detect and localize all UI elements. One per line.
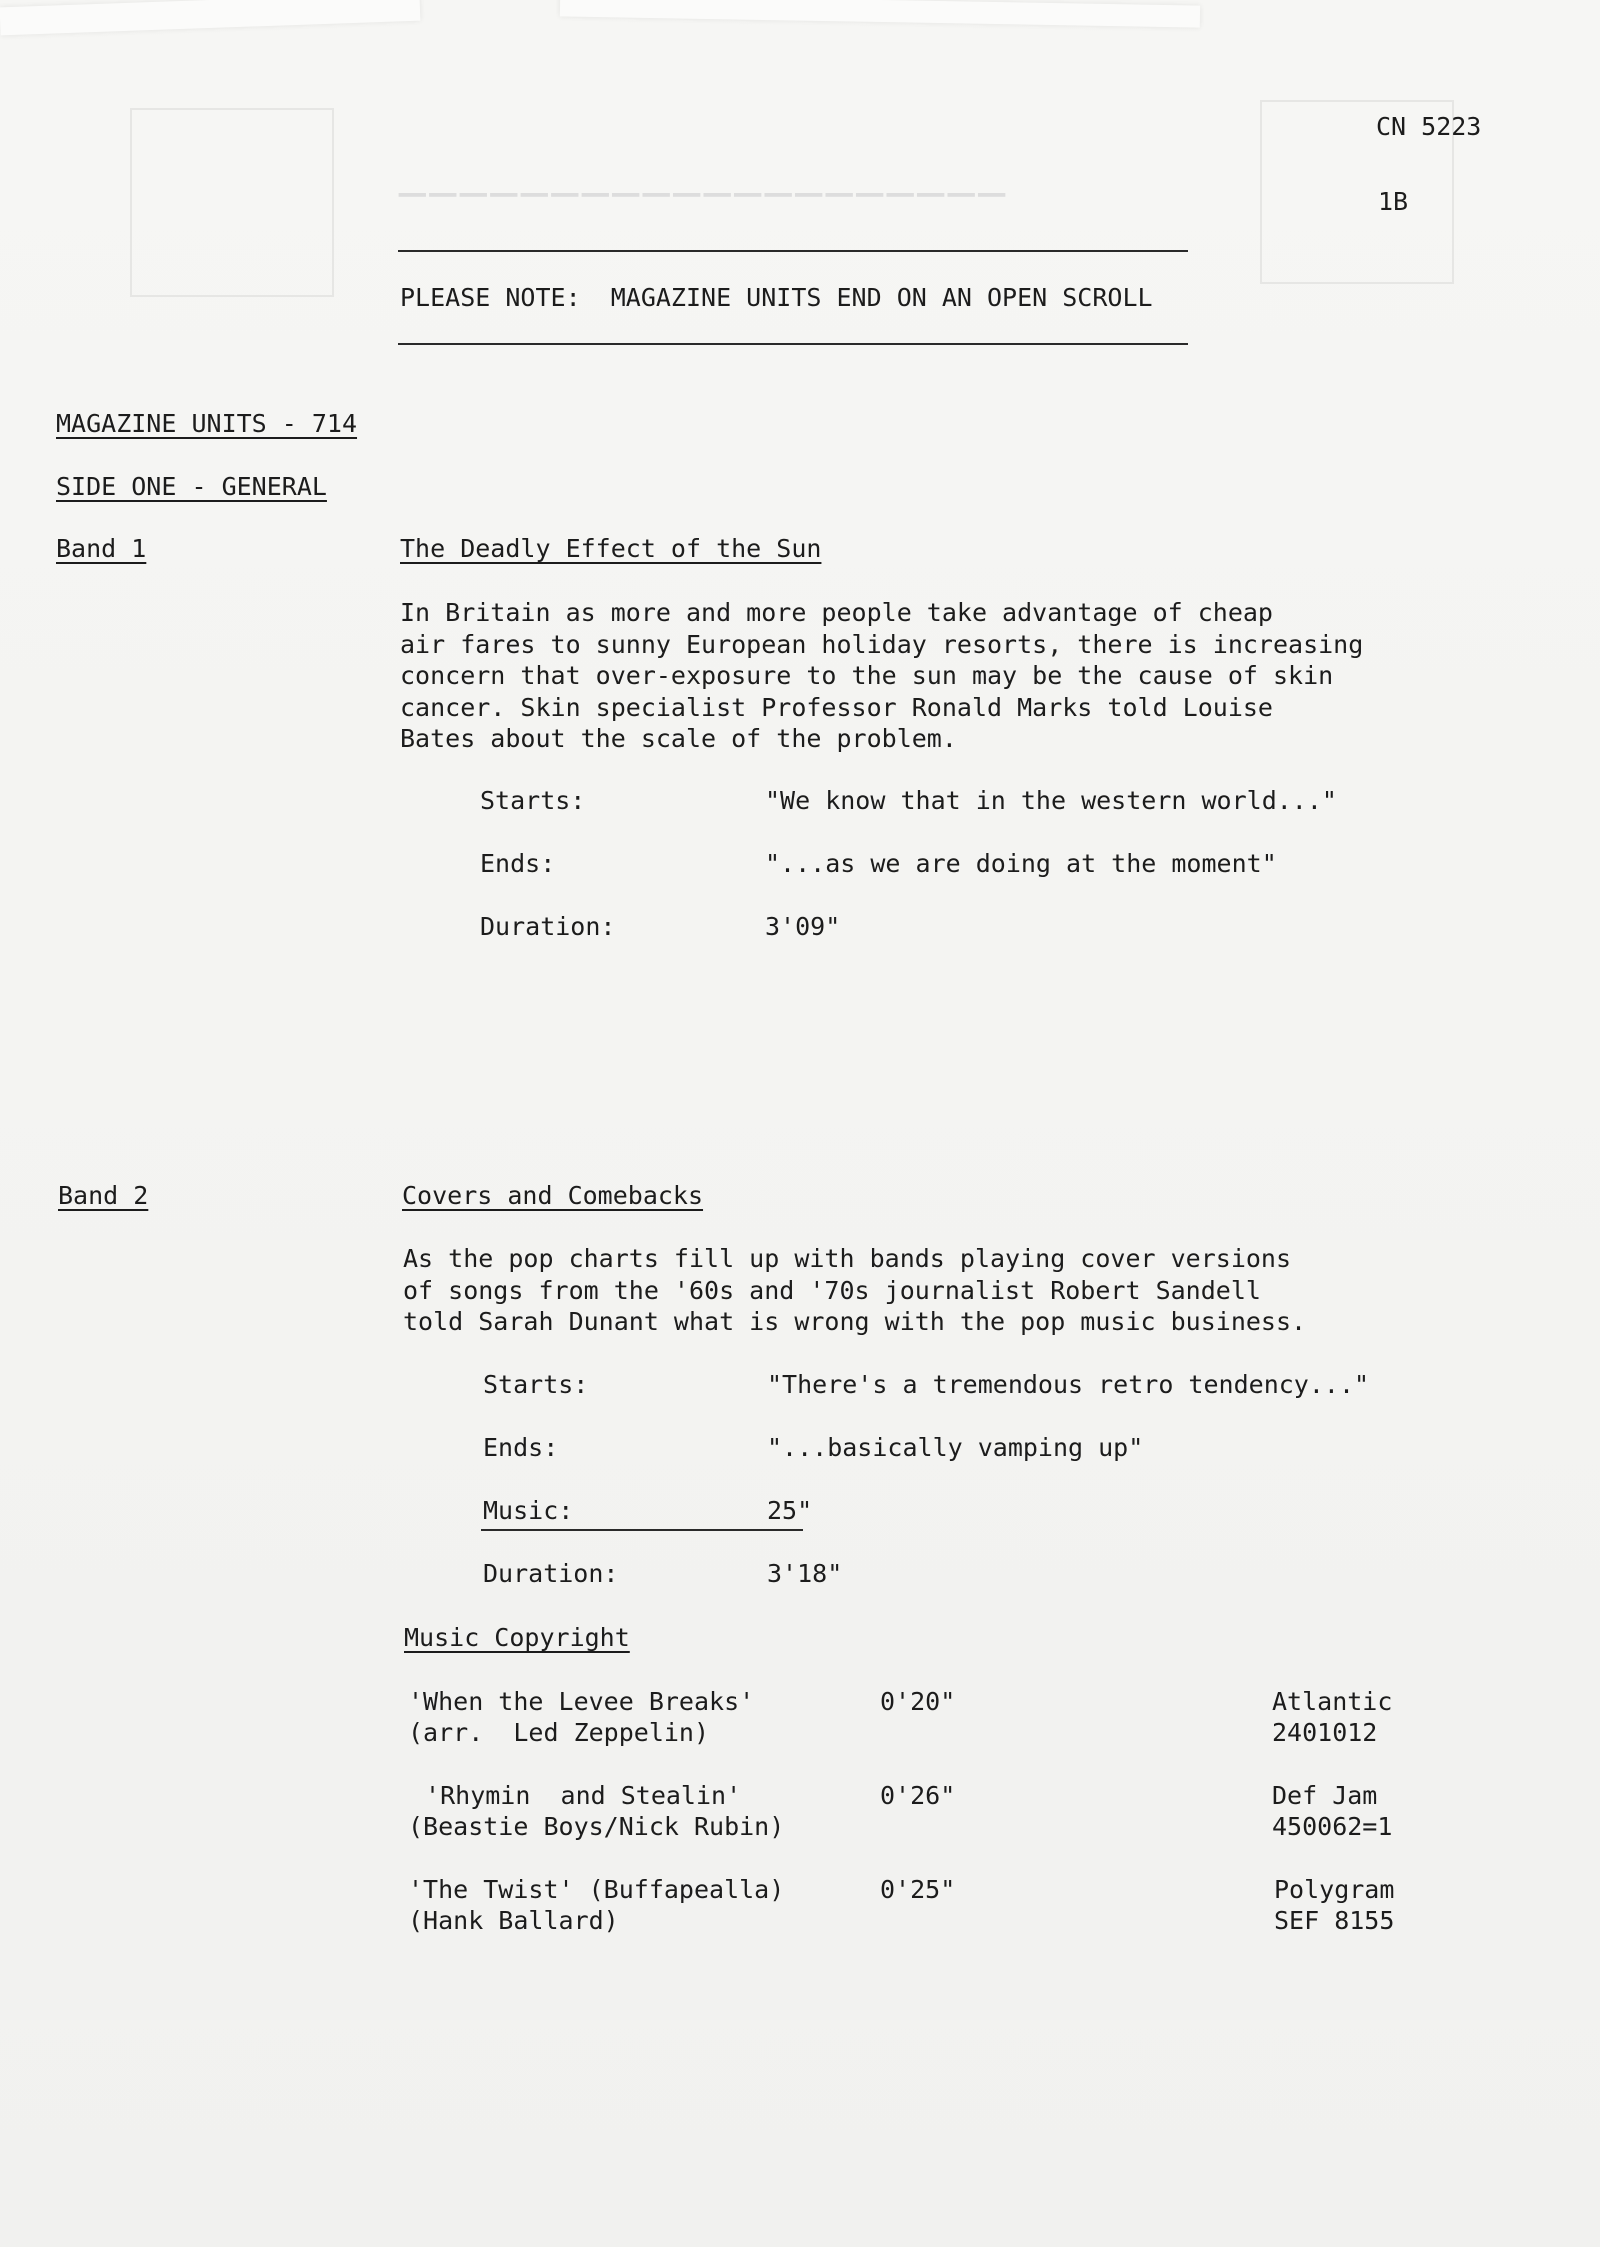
music-copyright-title: Music Copyright xyxy=(404,1623,630,1652)
band-1-duration-value: 3'09" xyxy=(765,912,841,941)
band-2-ends-label: Ends: xyxy=(483,1433,559,1462)
band-2-music-value: 25" xyxy=(767,1496,813,1525)
band-1-duration-label: Duration: xyxy=(480,912,616,941)
track-3-time: 0'25" xyxy=(880,1875,956,1904)
track-1-title: 'When the Levee Breaks' xyxy=(408,1687,755,1716)
paper-tear xyxy=(0,0,420,35)
divider-top xyxy=(398,250,1188,252)
band-2-ends-value: "...basically vamping up" xyxy=(767,1433,1144,1462)
paper-tear xyxy=(560,0,1200,28)
show-through-decoration: ──────────────────── xyxy=(395,170,1005,221)
band-2-duration-label: Duration: xyxy=(483,1559,619,1588)
track-2-artist: (Beastie Boys/Nick Rubin) xyxy=(408,1812,785,1841)
track-2-time: 0'26" xyxy=(880,1781,956,1810)
track-1-catalog: 2401012 xyxy=(1272,1718,1378,1747)
band-1-ends-value: "...as we are doing at the moment" xyxy=(765,849,1277,878)
band-1-ends-label: Ends: xyxy=(480,849,556,878)
side-one-title: SIDE ONE - GENERAL xyxy=(56,472,327,501)
sheet-number: 1B xyxy=(1378,187,1409,216)
track-2-catalog: 450062=1 xyxy=(1272,1812,1393,1841)
magazine-units-title: MAGAZINE UNITS - 714 xyxy=(56,409,358,438)
track-1-time: 0'20" xyxy=(880,1687,956,1716)
track-1-artist: (arr. Led Zeppelin) xyxy=(408,1718,710,1747)
track-1-label: Atlantic xyxy=(1272,1687,1393,1716)
reference-number: CN 5223 xyxy=(1376,112,1482,141)
track-3-catalog: SEF 8155 xyxy=(1274,1906,1395,1935)
notice-text: PLEASE NOTE: MAGAZINE UNITS END ON AN OPEN SCROLL xyxy=(400,283,1153,312)
band-1-description: In Britain as more and more people take advantage of cheap air fares to sunny European holiday resorts, there is increasing concern that over-exposure to the sun may be the cause of skin cancer. Skin specialist Professor Ronald Marks told Louise Bates about the scale of the problem. xyxy=(400,598,1364,753)
divider-bottom xyxy=(398,343,1188,345)
track-3-title: 'The Twist' (Buffapealla) xyxy=(408,1875,785,1904)
track-3-label: Polygram xyxy=(1274,1875,1395,1904)
band-1-title: The Deadly Effect of the Sun xyxy=(400,534,822,563)
music-underline xyxy=(481,1529,803,1531)
stamp-box-decoration xyxy=(130,108,334,297)
track-3-artist: (Hank Ballard) xyxy=(408,1906,619,1935)
band-2-description: As the pop charts fill up with bands playing cover versions of songs from the '60s and '70s journalist Robert Sandell told Sarah Dunant what is wrong with the pop music business. xyxy=(403,1244,1307,1336)
band-2-duration-value: 3'18" xyxy=(767,1559,843,1588)
band-1-label: Band 1 xyxy=(56,534,147,563)
band-1-starts-value: "We know that in the western world..." xyxy=(765,786,1337,815)
band-2-starts-label: Starts: xyxy=(483,1370,589,1399)
band-2-music-label: Music: xyxy=(483,1496,574,1525)
track-2-label: Def Jam xyxy=(1272,1781,1378,1810)
band-2-title: Covers and Comebacks xyxy=(402,1181,704,1210)
band-2-starts-value: "There's a tremendous retro tendency..." xyxy=(767,1370,1370,1399)
band-1-starts-label: Starts: xyxy=(480,786,586,815)
band-2-label: Band 2 xyxy=(58,1181,149,1210)
track-2-title: 'Rhymin and Stealin' xyxy=(410,1781,742,1810)
